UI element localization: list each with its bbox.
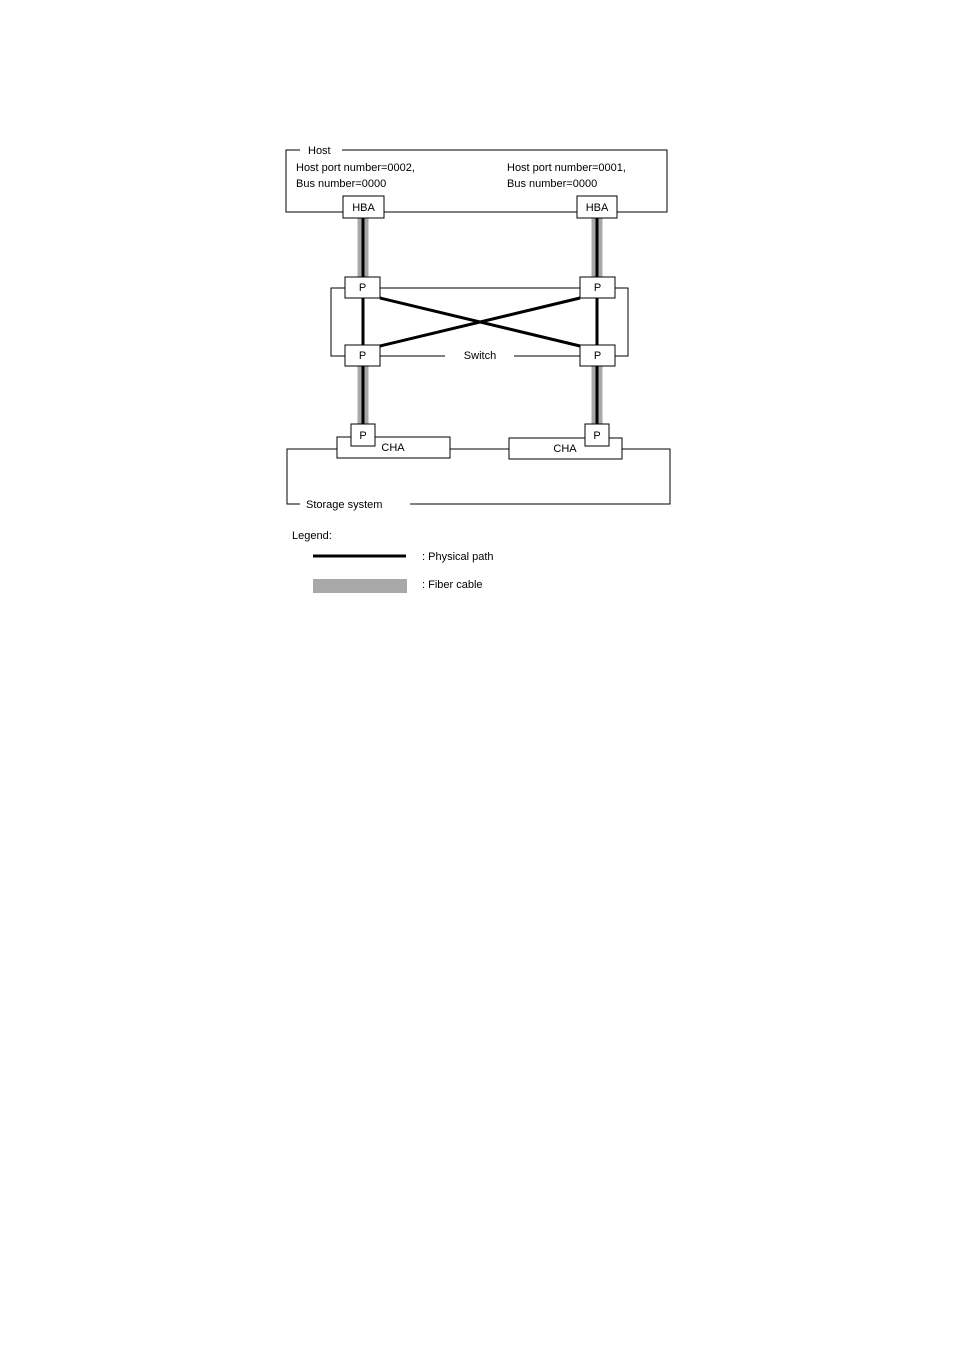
legend-fiber-cable-label: : Fiber cable: [422, 579, 483, 591]
switch-label: Switch: [463, 350, 497, 362]
hba-left-label: HBA: [352, 202, 375, 214]
cha-left-label: CHA: [381, 442, 405, 454]
legend-physical-path-label: : Physical path: [422, 551, 494, 563]
switch-port-top-left: [345, 277, 380, 298]
physical-paths: [363, 218, 597, 424]
switch-port-top-right-label: P: [593, 282, 602, 294]
legend-title: Legend:: [292, 530, 332, 542]
switch-port-bottom-left-label: P: [358, 350, 367, 362]
host-port-right-line1: Host port number=0001,: [507, 162, 626, 174]
host-port-right-line2: Bus number=0000: [507, 178, 598, 190]
host-port-left-line1: Host port number=0002,: [296, 162, 415, 174]
storage-label: Storage system: [306, 499, 383, 511]
switch-port-bottom-left: [345, 345, 380, 366]
legend-fiber-cable-swatch: [313, 579, 407, 593]
hba-right: [577, 196, 617, 218]
cha-port-right-label: P: [593, 430, 601, 442]
cha-port-left-label: P: [359, 430, 367, 442]
switch-port-top-left-label: P: [358, 282, 367, 294]
switch-port-top-right: [580, 277, 615, 298]
cha-right-label: CHA: [553, 443, 577, 455]
cha-port-left: [351, 424, 375, 446]
legend: [292, 530, 494, 593]
hba-right-label: HBA: [585, 202, 609, 214]
cha-port-right: [585, 424, 609, 446]
switch-port-bottom-right-label: P: [593, 350, 602, 362]
host-port-left-line2: Bus number=0000: [296, 178, 387, 190]
switch-port-bottom-right: [580, 345, 615, 366]
hba-left: [343, 196, 384, 218]
host-label: Host: [308, 145, 331, 157]
